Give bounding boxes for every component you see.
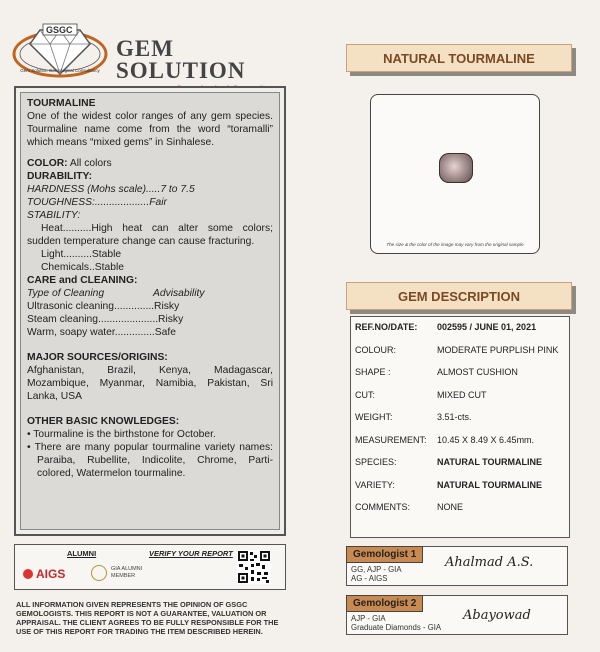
- gem-description-banner: GEM DESCRIPTION: [346, 282, 572, 310]
- table-row: WEIGHT: 3.51-cts.: [355, 412, 472, 422]
- logo-acronym: GSGC: [46, 25, 73, 35]
- chemicals-line: Chemicals..Stable: [41, 262, 124, 273]
- gemologist-2-credentials: AJP - GIA Graduate Diamonds - GIA: [351, 614, 442, 632]
- table-row: COMMENTS: NONE: [355, 502, 464, 512]
- sources-list: Afghanistan, Brazil, Kenya, Madagascar, Mozambique, Myanmar, Namibia, Pakistan, Sri Lanka, USA: [27, 365, 273, 402]
- toughness-line: TOUGHNESS:...................Fair: [27, 197, 167, 208]
- gemologist-2-box: [346, 595, 568, 635]
- stability-heading: STABILITY:: [27, 210, 81, 221]
- qr-code-icon[interactable]: [237, 550, 271, 584]
- verify-panel: [14, 544, 286, 590]
- table-row: CUT: MIXED CUT: [355, 389, 487, 400]
- care-steam: Steam cleaning.....................Risky: [27, 314, 184, 325]
- table-row: SPECIES: NATURAL TOURMALINE: [355, 457, 542, 467]
- gemologist-1-credentials: GG, AJP - GIA AG - AIGS: [351, 565, 402, 583]
- gia-alumni-badge: GIA ALUMNI MEMBER: [111, 566, 143, 579]
- gemologist-1-box: [346, 546, 568, 586]
- alumni-label: ALUMNI: [67, 549, 97, 558]
- disclaimer-text: ALL INFORMATION GIVEN REPRESENTS THE OPINION OF GSGC GEMOLOGISTS. THIS REPORT IS NOT A GUARANTEE, VALUATION OR APPRAISAL. THE CLIENT AGREES TO BE FULLY RESPONSIBLE FOR THE USE OF THIS REPORT FOR TRADING THE ITEM DESCRIBED HEREIN.: [16, 600, 279, 636]
- color-line: COLOR: All colors: [27, 158, 112, 169]
- species-info-panel: [14, 86, 286, 536]
- gemologist-1-signature: Ahalmad A.S.: [445, 555, 534, 570]
- knowledge-item: • Tourmaline is the birthstone for October.: [27, 429, 216, 440]
- brand-name: GEM SOLUTION: [116, 36, 246, 83]
- knowledge-item: • There are many popular tourmaline variety names: Paraiba, Rubellite, Indicolite, Chrome, Parti-colored, Watermelon tourmaline.: [27, 442, 273, 479]
- gem-description-table: [350, 316, 570, 538]
- logo-ring-text: Gem Solution Gemological Consultancy: [20, 68, 100, 73]
- aigs-mark-icon: [23, 569, 33, 579]
- image-caption: The size & the color of the image may vary from the original sample: [386, 242, 524, 247]
- table-row: VARIETY: NATURAL TOURMALINE: [355, 479, 542, 490]
- gemologist-1-label: Gemologist 1: [346, 546, 423, 563]
- care-columns: Type of Cleaning Advisability: [27, 288, 205, 299]
- heat-line: Heat..........High heat can alter some colors; sudden temperature change can cause fracturing.: [27, 223, 273, 247]
- gem-image-frame: [370, 94, 540, 254]
- table-row: SHAPE : ALMOST CUSHION: [355, 367, 518, 377]
- gia-seal-icon: [91, 565, 107, 581]
- table-row: COLOUR: MODERATE PURPLISH PINK: [355, 344, 559, 355]
- verify-report-label: VERIFY YOUR REPORT: [149, 549, 233, 558]
- care-warm-water: Warm, soapy water..............Safe: [27, 327, 176, 338]
- durability-heading: DURABILITY:: [27, 171, 93, 182]
- sources-heading: MAJOR SOURCES/ORIGINS:: [27, 352, 168, 363]
- top-banner: NATURAL TOURMALINE: [346, 44, 572, 72]
- gsgc-logo: [10, 18, 110, 78]
- aigs-logo: AIGS: [23, 567, 65, 581]
- table-row: REF.NO/DATE: 002595 / JUNE 01, 2021: [355, 322, 537, 332]
- table-row: MEASUREMENT: 10.45 X 8.49 X 6.45mm.: [355, 434, 535, 445]
- hardness-line: HARDNESS (Mohs scale).....7 to 7.5: [27, 184, 195, 195]
- gemologist-2-label: Gemologist 2: [346, 595, 423, 612]
- care-heading: CARE and CLEANING:: [27, 275, 138, 286]
- species-intro: One of the widest color ranges of any gem species. Tourmaline name come from the word “toramalli” which means “mixed gems” in Sinhalese.: [27, 111, 273, 148]
- gemologist-2-signature: Abayowad: [463, 608, 531, 623]
- care-ultrasonic: Ultrasonic cleaning..............Risky: [27, 301, 180, 312]
- light-line: Light..........Stable: [41, 249, 122, 260]
- species-title: TOURMALINE: [27, 98, 96, 109]
- knowledge-heading: OTHER BASIC KNOWLEDGES:: [27, 416, 180, 427]
- gem-photo: [439, 153, 473, 183]
